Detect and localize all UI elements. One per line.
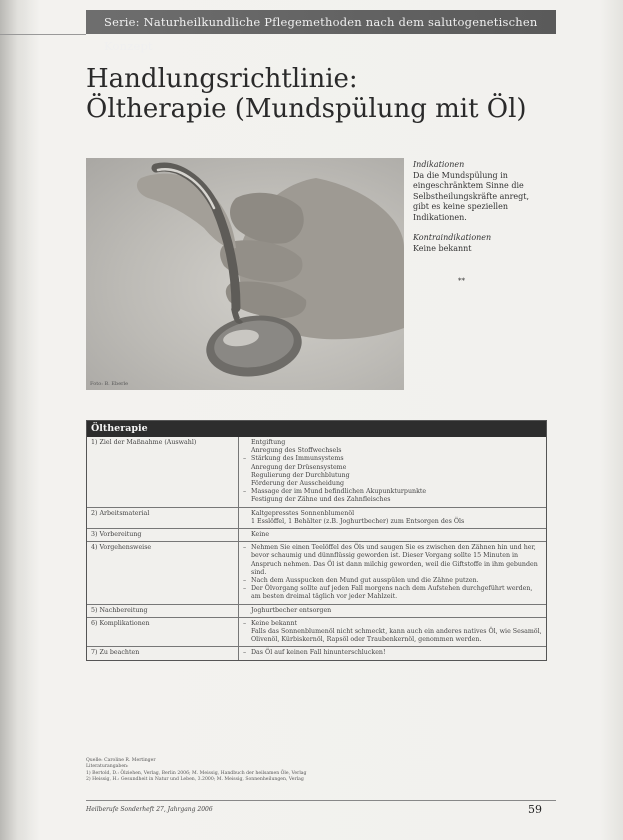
row-item: Keine — [251, 531, 270, 539]
row-content — [239, 647, 546, 659]
footnote-ref-2: 2) Heissig, H.: Gesundheit in Natur und Leben, 3.2000; M. Meissig, Sonnenheilungen, Verlag — [86, 777, 304, 783]
stars-mark: ** — [458, 277, 465, 285]
row-label: 4) Vorgehensweise — [87, 542, 239, 603]
photo-caption: Foto: B. Eberle — [90, 381, 129, 387]
row-label: 3) Vorbereitung — [87, 529, 239, 541]
row-label: 7) Zu beachten — [87, 647, 239, 659]
hand-spoon-photo — [86, 158, 404, 390]
footnote-ref-1: 1) Bertold, D.: Ölziehen, Verlag, Berlin 2006; M. Meissig, Handbuch der heilsamen Öle, Verlag — [86, 770, 307, 776]
footer-rule — [86, 800, 556, 801]
row-content — [239, 508, 546, 528]
row-item: – Nehmen Sie einen Teelöffel des Öls und saugen Sie es zwischen den Zähnen hin und her, bevor schaumig und dünnflüssig geworden ist. Dieser Vorgang sollte 15 Minuten in Anspruch nehmen. Das Öl ist dann milchig geworden, weil die Giftstoffe in ihm gebunden sind. — [243, 544, 542, 577]
table-row — [87, 617, 546, 647]
row-item: Kaltgepresstes Sonnenblumenöl — [251, 509, 355, 517]
row-content — [239, 529, 546, 541]
row-label: 5) Nachbereitung — [87, 605, 239, 617]
table-heading: Öltherapie — [87, 421, 546, 437]
header-rule — [0, 34, 86, 35]
row-content — [239, 605, 546, 617]
table-row — [87, 604, 546, 617]
row-item: – Das Öl auf keinen Fall hinunterschlucken! — [243, 649, 542, 657]
row-content — [239, 542, 546, 603]
indications-heading: Indikationen — [413, 160, 465, 169]
row-content — [239, 437, 546, 507]
row-item: Anregung der Drüsensysteme — [251, 463, 347, 471]
title-line-1: Handlungsrichtlinie: — [86, 64, 358, 94]
row-item: Regulierung der Durchblutung — [251, 471, 350, 479]
table-row — [87, 528, 546, 541]
indications-text: Da die Mundspülung in eingeschränktem Sinne die Selbstheilungskräfte anregt, gibt es keine speziellen Indikationen. — [413, 170, 530, 222]
row-item: Entgiftung — [251, 439, 286, 446]
row-label: 2) Arbeitsmaterial — [87, 508, 239, 528]
indications-sidebar — [413, 160, 543, 287]
page-title — [86, 64, 566, 124]
row-label: 1) Ziel der Maßnahme (Auswahl) — [87, 437, 239, 507]
journal-reference: Heilberufe Sonderheft 27, Jahrgang 2006 — [86, 806, 213, 813]
row-item: Förderung der Ausscheidung — [251, 480, 345, 488]
page-number: 59 — [528, 803, 542, 816]
binder-shadow — [0, 0, 40, 840]
row-item: – Der Ölvorgang sollte auf jeden Fall morgens nach dem Aufstehen durchgeführt werden, am besten dreimal täglich vor jeder Mahlzeit. — [243, 585, 542, 601]
row-label: 6) Komplikationen — [87, 618, 239, 647]
footnote-literature-heading: Literaturangaben: — [86, 764, 129, 770]
title-line-2: Öltherapie (Mundspülung mit Öl) — [86, 94, 527, 124]
hand-spoon-illustration — [86, 158, 404, 390]
table-row — [87, 646, 546, 659]
footnote-source: Quelle: Caroline R. Mertinger — [86, 758, 156, 763]
table-row — [87, 507, 546, 528]
row-item: – Massage der im Mund befindlichen Akupunkturpunkte — [243, 488, 542, 496]
row-item: Anregung des Stoffwechsels — [251, 447, 342, 455]
row-content — [239, 618, 546, 647]
footnotes — [86, 758, 556, 784]
oil-therapy-table — [86, 420, 547, 661]
table-row — [87, 541, 546, 603]
table-row — [87, 437, 546, 507]
contraindications-heading: Kontraindikationen — [413, 233, 492, 242]
row-item: – Stärkung des Immunsystems — [243, 455, 542, 463]
contraindications-text: Keine bekannt — [413, 243, 472, 253]
row-item: Joghurtbecher entsorgen — [251, 606, 332, 614]
series-header: Serie: Naturheilkundliche Pflegemethoden nach dem salutogenetischen Konzept — [86, 10, 556, 34]
row-item: – Keine bekannt — [243, 620, 542, 628]
row-item: 1 Esslöffel, 1 Behälter (z.B. Joghurtbecher) zum Entsorgen des Öls — [251, 517, 465, 525]
row-item: Falls das Sonnenblumenöl nicht schmeckt, kann auch ein anderes natives Öl, wie Sesamöl, Olivenöl, Kürbiskernöl, Rapsöl oder Traubenkernöl, genommen werden. — [251, 628, 542, 644]
row-item: – Nach dem Ausspucken den Mund gut ausspülen und die Zähne putzen. — [243, 577, 542, 585]
row-item: Festigung der Zähne und des Zahnfleisches — [251, 496, 391, 504]
